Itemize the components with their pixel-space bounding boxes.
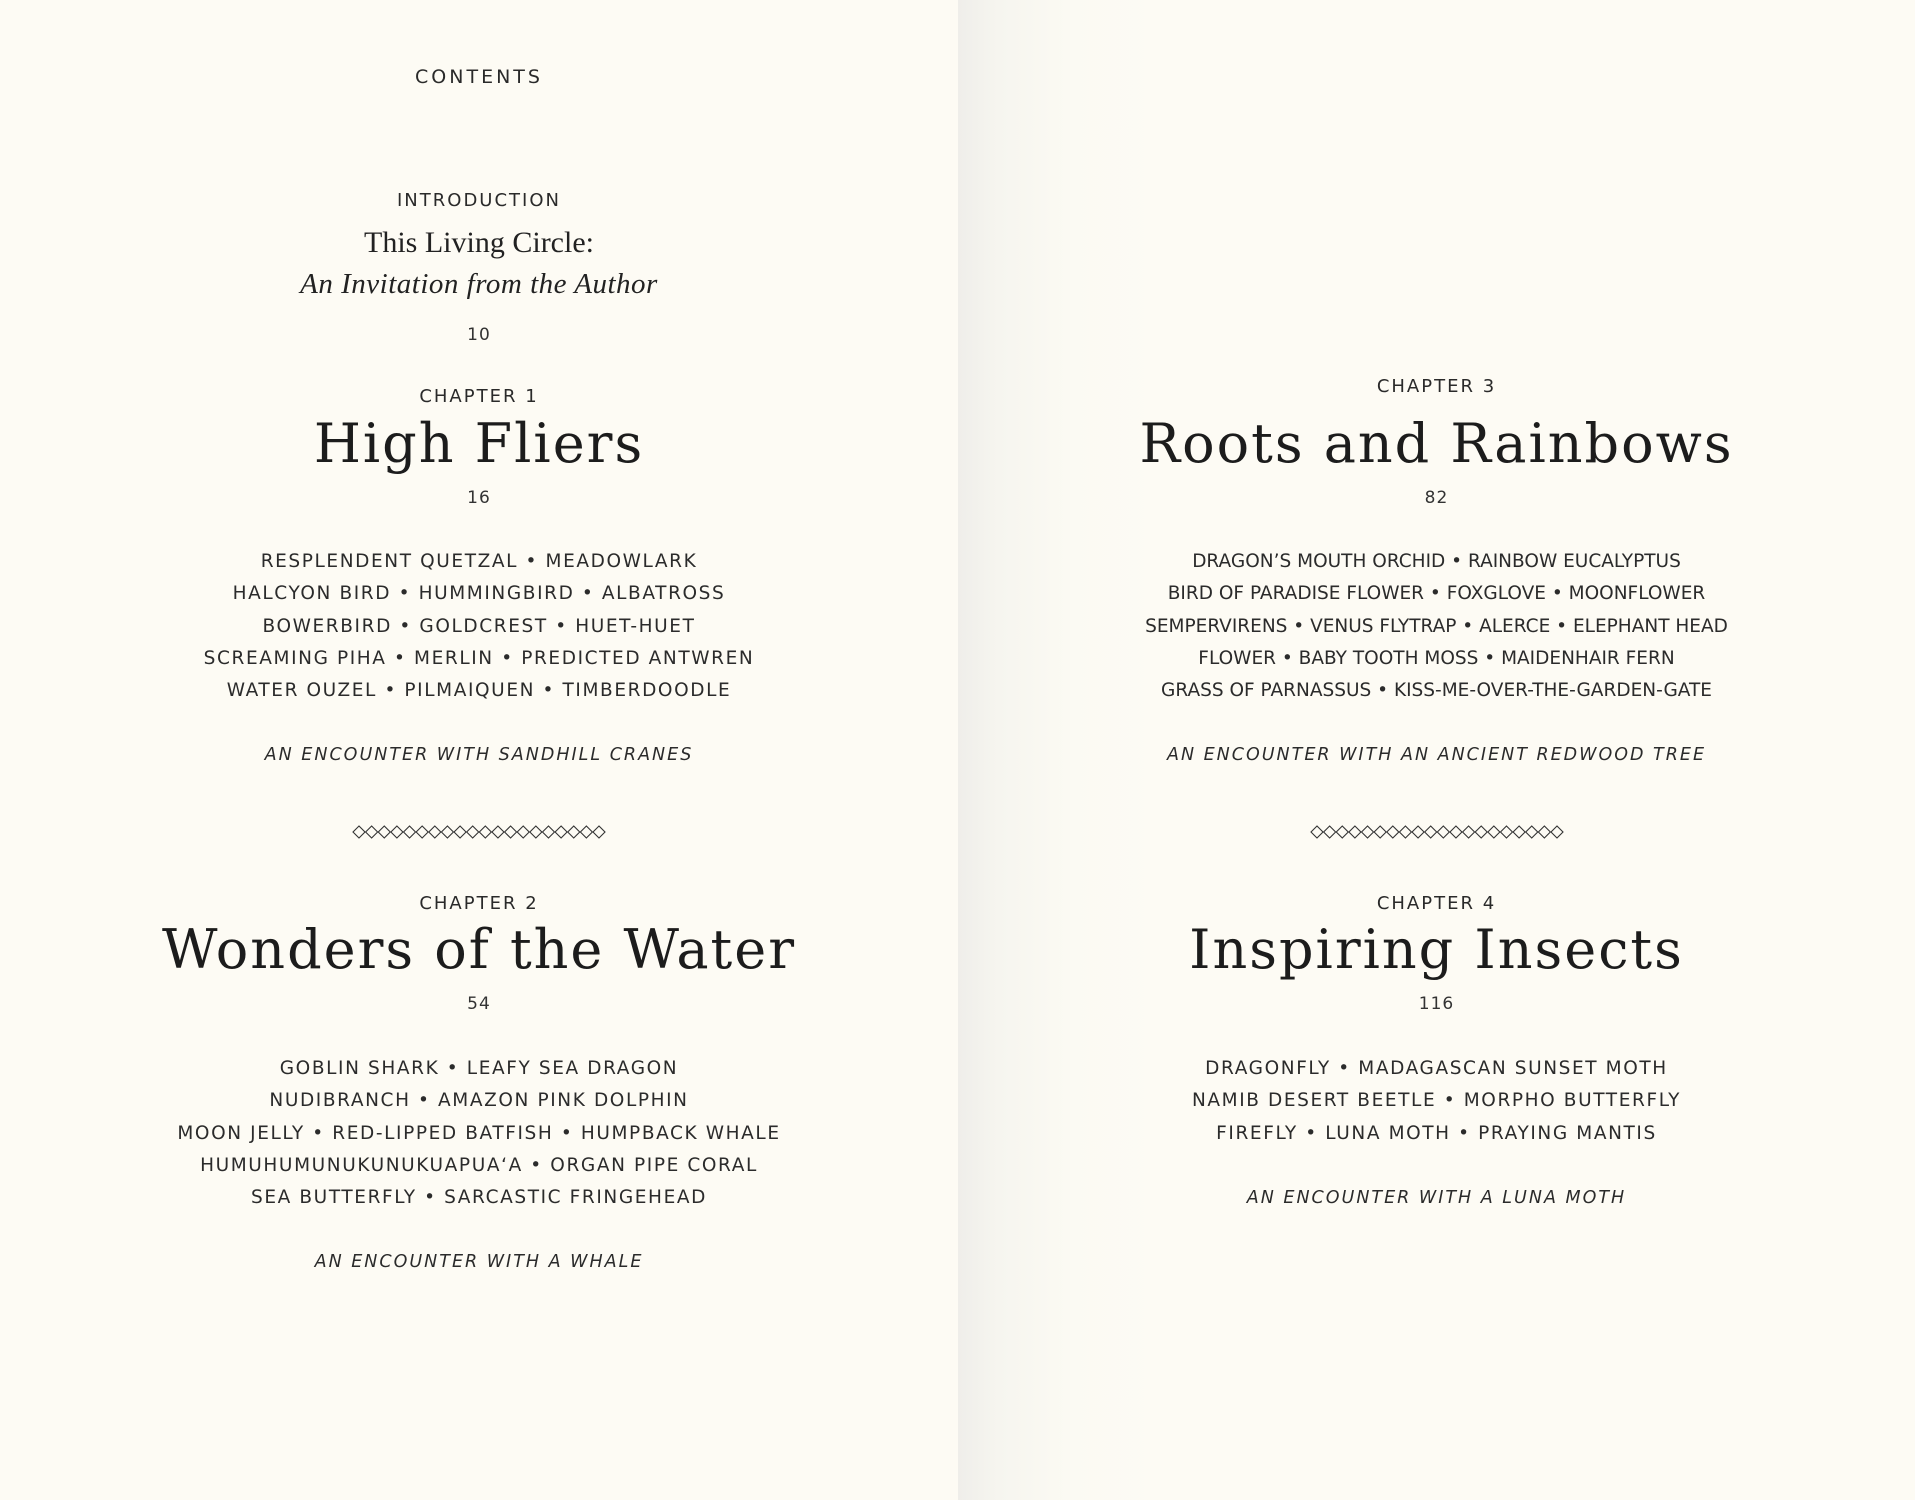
chapter4-page-number: 116 bbox=[1418, 994, 1455, 1014]
chapter3-encounter: AN ENCOUNTER WITH AN ANCIENT REDWOOD TREE bbox=[1166, 745, 1707, 765]
diamond-mark bbox=[391, 826, 403, 838]
diamond-mark bbox=[1412, 826, 1424, 838]
chapter4-encounter: AN ENCOUNTER WITH A LUNA MOTH bbox=[1246, 1188, 1627, 1208]
diamond-mark bbox=[416, 826, 428, 838]
diamond-mark bbox=[454, 826, 466, 838]
diamond-mark bbox=[542, 826, 554, 838]
diamond-divider-graphic bbox=[352, 824, 606, 840]
chapter1-encounter: AN ENCOUNTER WITH SANDHILL CRANES bbox=[264, 745, 694, 765]
diamond-mark bbox=[530, 826, 542, 838]
list-item: FLOWER • BABY TOOTH MOSS • MAIDENHAIR FERN bbox=[1198, 647, 1675, 669]
chapter4-title: Inspiring Insects bbox=[1189, 918, 1684, 981]
diamond-mark bbox=[568, 826, 580, 838]
diamond-mark bbox=[467, 826, 479, 838]
introduction-label: INTRODUCTION bbox=[397, 190, 561, 211]
diamond-mark bbox=[1538, 826, 1550, 838]
list-item: NUDIBRANCH • AMAZON PINK DOLPHIN bbox=[269, 1090, 689, 1112]
list-item: BOWERBIRD • GOLDCREST • HUET-HUET bbox=[262, 615, 696, 637]
diamond-mark bbox=[366, 826, 378, 838]
diamond-divider bbox=[0, 824, 958, 840]
diamond-mark bbox=[492, 826, 504, 838]
diamond-mark bbox=[580, 826, 592, 838]
diamond-mark bbox=[1323, 826, 1335, 838]
diamond-mark bbox=[1399, 826, 1411, 838]
list-item: DRAGON’S MOUTH ORCHID • RAINBOW EUCALYPTUS bbox=[1192, 551, 1681, 572]
diamond-mark bbox=[1424, 826, 1436, 838]
diamond-mark bbox=[1437, 826, 1449, 838]
introduction-title: This Living Circle: bbox=[364, 226, 594, 259]
list-item: HUMUHUMUNUKUNUKUAPUA‘A • ORGAN PIPE CORAL bbox=[200, 1154, 758, 1176]
list-item: BIRD OF PARADISE FLOWER • FOXGLOVE • MOONFLOWER bbox=[1167, 583, 1706, 605]
diamond-mark bbox=[1386, 826, 1398, 838]
list-item: RESPLENDENT QUETZAL • MEADOWLARK bbox=[260, 551, 698, 572]
chapter1-page-number: 16 bbox=[467, 488, 491, 508]
list-item: MOON JELLY • RED-LIPPED BATFISH • HUMPBACK WHALE bbox=[177, 1122, 781, 1144]
diamond-mark bbox=[1475, 826, 1487, 838]
list-item: SCREAMING PIHA • MERLIN • PREDICTED ANTWREN bbox=[203, 647, 755, 669]
diamond-mark bbox=[1487, 826, 1499, 838]
chapter2-item-list bbox=[0, 1053, 958, 1214]
list-item: SEMPERVIRENS • VENUS FLYTRAP • ALERCE • ELEPHANT HEAD bbox=[1145, 615, 1728, 637]
diamond-mark bbox=[1348, 826, 1360, 838]
contents-header: CONTENTS bbox=[415, 66, 543, 88]
chapter2-page-number: 54 bbox=[467, 994, 491, 1014]
list-item: SEA BUTTERFLY • SARCASTIC FRINGEHEAD bbox=[251, 1187, 707, 1209]
diamond-mark bbox=[1336, 826, 1348, 838]
chapter4-item-list bbox=[958, 1053, 1915, 1150]
diamond-mark bbox=[1449, 826, 1461, 838]
chapter2-encounter: AN ENCOUNTER WITH A WHALE bbox=[314, 1252, 644, 1272]
chapter1-label: CHAPTER 1 bbox=[419, 386, 539, 407]
list-item: DRAGONFLY • MADAGASCAN SUNSET MOTH bbox=[1205, 1058, 1668, 1079]
list-item: WATER OUZEL • PILMAIQUEN • TIMBERDOODLE bbox=[226, 680, 732, 702]
right-page bbox=[958, 0, 1915, 1500]
introduction-subtitle: An Invitation from the Author bbox=[300, 268, 658, 300]
diamond-mark bbox=[1361, 826, 1373, 838]
chapter3-label: CHAPTER 3 bbox=[1376, 376, 1497, 397]
diamond-mark bbox=[378, 826, 390, 838]
diamond-mark bbox=[593, 826, 605, 838]
diamond-mark bbox=[517, 826, 529, 838]
diamond-mark bbox=[1500, 826, 1512, 838]
chapter1-item-list bbox=[0, 546, 958, 707]
list-item: GRASS OF PARNASSUS • KISS-ME-OVER-THE-GARDEN-GATE bbox=[1161, 680, 1712, 702]
chapter2-title: Wonders of the Water bbox=[161, 918, 797, 981]
introduction-page-number: 10 bbox=[467, 325, 491, 345]
list-item: NAMIB DESERT BEETLE • MORPHO BUTTERFLY bbox=[1191, 1090, 1682, 1112]
chapter1-title: High Fliers bbox=[313, 412, 645, 475]
diamond-mark bbox=[353, 826, 365, 838]
diamond-mark bbox=[479, 826, 491, 838]
list-item: GOBLIN SHARK • LEAFY SEA DRAGON bbox=[279, 1058, 679, 1079]
chapter4-label: CHAPTER 4 bbox=[1376, 893, 1497, 914]
diamond-mark bbox=[1374, 826, 1386, 838]
chapter3-title: Roots and Rainbows bbox=[1139, 412, 1734, 475]
diamond-mark bbox=[1311, 826, 1323, 838]
diamond-divider-graphic bbox=[1310, 824, 1564, 840]
chapter2-label: CHAPTER 2 bbox=[419, 893, 539, 914]
diamond-mark bbox=[505, 826, 517, 838]
diamond-mark bbox=[1462, 826, 1474, 838]
diamond-mark bbox=[1551, 826, 1563, 838]
list-item: HALCYON BIRD • HUMMINGBIRD • ALBATROSS bbox=[232, 583, 726, 605]
chapter3-item-list bbox=[958, 546, 1915, 707]
diamond-mark bbox=[1513, 826, 1525, 838]
chapter3-page-number: 82 bbox=[1424, 488, 1449, 508]
diamond-mark bbox=[1525, 826, 1537, 838]
diamond-mark bbox=[429, 826, 441, 838]
diamond-mark bbox=[404, 826, 416, 838]
diamond-divider bbox=[958, 824, 1915, 840]
diamond-mark bbox=[441, 826, 453, 838]
list-item: FIREFLY • LUNA MOTH • PRAYING MANTIS bbox=[1216, 1122, 1657, 1144]
diamond-mark bbox=[555, 826, 567, 838]
